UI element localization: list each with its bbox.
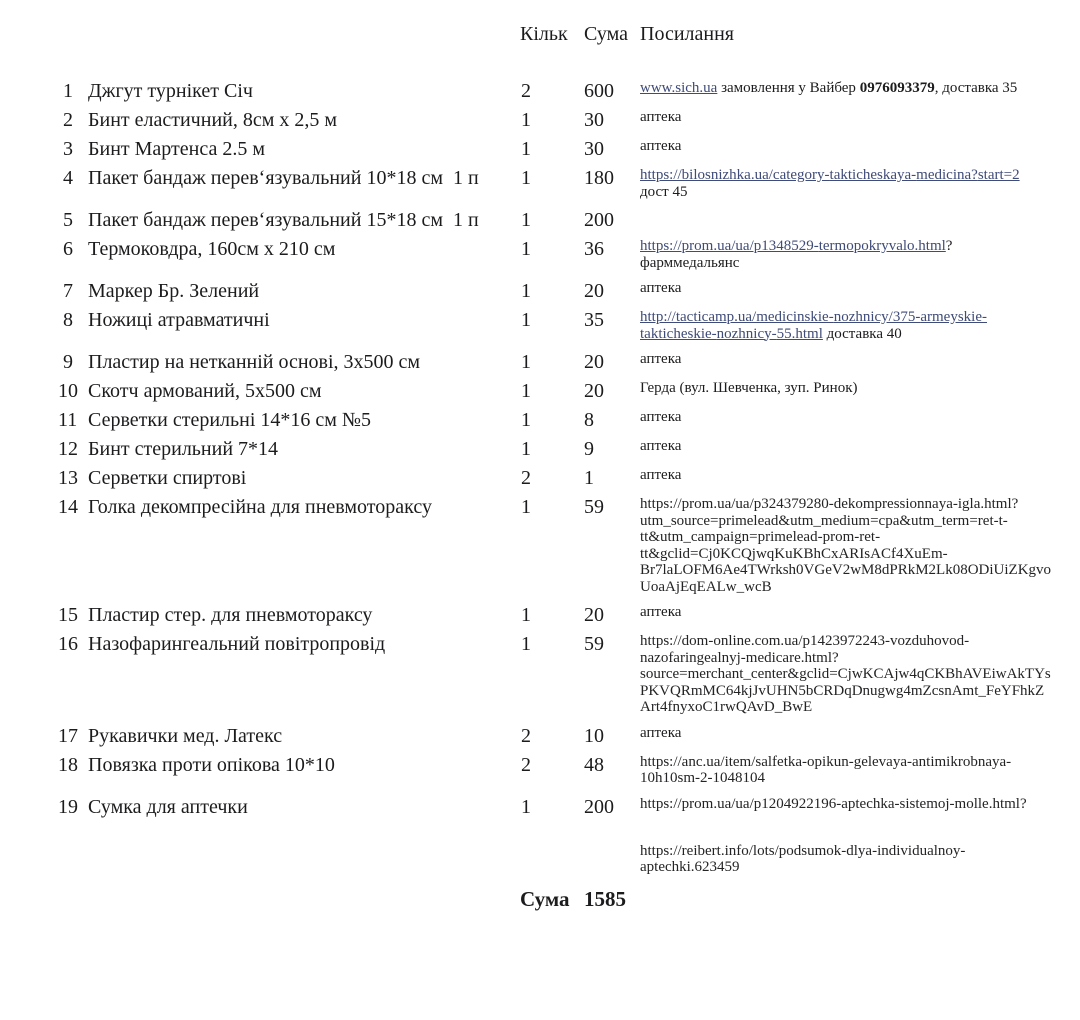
item-reference xyxy=(640,348,1055,374)
item-sum: 200 xyxy=(584,795,614,818)
header-quantity: Кільк xyxy=(520,23,568,45)
item-name: Термоковдра, 160см х 210 см xyxy=(88,238,336,260)
item-name: Сумка для аптечки xyxy=(88,795,248,818)
table-row xyxy=(58,751,1056,793)
table-row xyxy=(58,493,1056,601)
item-name: Бинт Мартенса 2.5 м xyxy=(88,138,266,160)
item-sum: 200 xyxy=(584,209,614,231)
row-number xyxy=(58,840,88,841)
item-quantity: 1 xyxy=(521,351,531,373)
row-number: 1 xyxy=(63,80,73,102)
reference-link[interactable]: www.sich.ua xyxy=(640,80,718,96)
item-sum: 59 xyxy=(584,633,604,655)
item-quantity: 1 xyxy=(521,138,531,160)
item-name: Серветки стерильні 14*16 см №5 xyxy=(88,409,371,431)
reference-note: фарммедальянс xyxy=(640,254,740,271)
item-quantity: 2 xyxy=(521,724,531,747)
reference-text: замовлення у Вайбер xyxy=(717,80,860,96)
item-name: Повязка проти опікова 10*10 xyxy=(88,753,335,776)
reference-text: аптека xyxy=(640,109,682,125)
row-number: 6 xyxy=(63,238,73,260)
item-sum: 20 xyxy=(584,604,604,626)
item-reference xyxy=(640,377,1055,403)
row-number: 16 xyxy=(58,633,78,655)
item-quantity: 1 xyxy=(521,167,531,189)
item-sum: 180 xyxy=(584,167,614,189)
table-row xyxy=(58,840,1056,882)
reference-link[interactable]: http://tacticamp.ua/medicinskie-nozhnicy/375-armeyskie-takticheskie-nozhnicy-55.html xyxy=(640,309,987,342)
item-quantity: 2 xyxy=(521,753,531,776)
item-sum: 8 xyxy=(584,409,594,431)
item-name: Пластир стер. для пневмотораксу xyxy=(88,604,373,626)
table-row xyxy=(58,722,1056,751)
reference-url-text: https://reibert.info/lots/podsumok-dlya-individualnoy-aptechki.623459 xyxy=(640,842,966,875)
item-name: Пластир на нетканній основі, 3х500 см xyxy=(88,351,421,373)
item-quantity: 1 xyxy=(521,280,531,302)
table-row xyxy=(58,601,1056,630)
reference-link[interactable]: https://bilosnizhka.ua/category-takticheskaya-medicina?start=2 xyxy=(640,167,1020,183)
row-number: 2 xyxy=(63,109,73,131)
reference-text: аптека xyxy=(640,604,682,620)
table-row xyxy=(58,306,1056,348)
item-name: Ножиці атравматичні xyxy=(88,309,270,331)
table-body xyxy=(58,77,1056,882)
table-row xyxy=(58,106,1056,135)
total-value: 1585 xyxy=(584,886,626,911)
row-number: 15 xyxy=(58,604,78,626)
item-name: Серветки спиртові xyxy=(88,467,247,489)
row-number: 3 xyxy=(63,138,73,160)
reference-text: , доставка 35 xyxy=(934,80,1018,96)
header-sum: Сума xyxy=(584,23,628,45)
item-sum xyxy=(584,840,640,841)
item-name: Скотч армований, 5х500 см xyxy=(88,380,322,402)
item-reference xyxy=(640,206,1055,216)
item-reference xyxy=(640,840,1055,882)
item-sum: 20 xyxy=(584,380,604,402)
item-reference xyxy=(640,601,1055,627)
item-quantity: 1 xyxy=(521,409,531,431)
item-reference xyxy=(640,135,1055,161)
item-reference xyxy=(640,235,1055,277)
reference-text: аптека xyxy=(640,409,682,425)
total-row xyxy=(58,884,1056,914)
item-name: Джгут турнікет Січ xyxy=(88,80,253,102)
item-sum: 30 xyxy=(584,109,604,131)
reference-url-text: https://prom.ua/ua/p324379280-dekompressionnaya-igla.html?utm_source=primelead&utm_medium=cpa&utm_term=ret-t-tt&utm_campaign=primelead-prom-ret-tt&gclid=Cj0KCQjwqKuKBhCxARIsACf4XuEm-Br7laLOFM6Ae4TWrksh0VGeV2wM8dPRkM2Lk08ODiUiZKgvoUoaAjEqEALw_wcB xyxy=(640,496,1052,595)
reference-text: аптека xyxy=(640,438,682,454)
row-number: 13 xyxy=(58,467,78,489)
item-reference xyxy=(640,164,1055,206)
item-reference xyxy=(640,751,1055,793)
item-sum: 30 xyxy=(584,138,604,160)
table-row xyxy=(58,135,1056,164)
reference-note: дост 45 xyxy=(640,183,688,200)
item-reference xyxy=(640,630,1055,722)
item-quantity: 1 xyxy=(521,795,531,818)
item-name: Бинт стерильний 7*14 xyxy=(88,438,279,460)
item-reference xyxy=(640,493,1055,601)
item-sum: 59 xyxy=(584,496,604,518)
item-name: Маркер Бр. Зелений xyxy=(88,280,260,302)
item-name: Пакет бандаж перев‘язувальний 10*18 см 1 п xyxy=(88,167,479,189)
reference-text: доставка 40 xyxy=(822,325,902,342)
item-reference xyxy=(640,106,1055,132)
row-number: 4 xyxy=(63,167,73,189)
item-name xyxy=(88,840,500,841)
item-quantity: 1 xyxy=(521,309,531,331)
row-number: 17 xyxy=(58,724,78,747)
item-reference xyxy=(640,77,1055,103)
table-row xyxy=(58,377,1056,406)
item-quantity: 1 xyxy=(521,380,531,402)
table-row xyxy=(58,435,1056,464)
item-quantity xyxy=(500,840,584,841)
item-name: Пакет бандаж перев‘язувальний 15*18 см 1 п xyxy=(88,209,479,231)
item-quantity: 1 xyxy=(521,604,531,626)
item-name: Голка декомпресійна для пневмотораксу xyxy=(88,496,432,518)
row-number: 18 xyxy=(58,753,78,776)
table-row xyxy=(58,793,1056,822)
item-reference xyxy=(640,406,1055,432)
table-row xyxy=(58,164,1056,206)
item-name: Бинт еластичний, 8см х 2,5 м xyxy=(88,109,338,131)
item-quantity: 1 xyxy=(521,238,531,260)
item-name: Рукавички мед. Латекс xyxy=(88,724,283,747)
table-header xyxy=(58,20,1056,49)
item-sum: 35 xyxy=(584,309,604,331)
item-quantity: 1 xyxy=(521,496,531,518)
item-quantity: 1 xyxy=(521,109,531,131)
item-quantity: 2 xyxy=(521,80,531,102)
reference-phone-number: 0976093379 xyxy=(859,80,935,96)
table-row xyxy=(58,277,1056,306)
reference-text: Герда (вул. Шевченка, зуп. Ринок) xyxy=(640,380,858,396)
item-reference xyxy=(640,277,1055,303)
item-sum: 20 xyxy=(584,280,604,302)
reference-text: аптека xyxy=(640,280,682,296)
row-number: 9 xyxy=(63,351,73,373)
reference-text: аптека xyxy=(640,724,682,741)
reference-link[interactable]: https://prom.ua/ua/p1348529-termopokryvalo.html xyxy=(640,238,946,254)
table-row xyxy=(58,630,1056,722)
table-row xyxy=(58,206,1056,235)
reference-text: аптека xyxy=(640,351,682,367)
row-number: 10 xyxy=(58,380,78,402)
item-sum: 36 xyxy=(584,238,604,260)
row-number: 11 xyxy=(58,409,78,431)
reference-text: аптека xyxy=(640,138,682,154)
row-number: 12 xyxy=(58,438,78,460)
reference-url-text: https://anc.ua/item/salfetka-opikun-gelevaya-antimikrobnaya-10h10sm-2-1048104 xyxy=(640,753,1012,786)
item-reference xyxy=(640,722,1055,748)
row-number: 5 xyxy=(63,209,73,231)
item-sum: 20 xyxy=(584,351,604,373)
item-name: Назофарингеальний повітропровід xyxy=(88,633,386,655)
table-row xyxy=(58,235,1056,277)
total-label: Сума xyxy=(520,886,570,911)
item-quantity: 2 xyxy=(521,467,531,489)
item-sum: 600 xyxy=(584,80,614,102)
item-reference xyxy=(640,435,1055,461)
item-reference xyxy=(640,306,1055,348)
item-sum: 48 xyxy=(584,753,604,776)
row-number: 8 xyxy=(63,309,73,331)
table-row xyxy=(58,348,1056,377)
item-quantity: 1 xyxy=(521,633,531,655)
item-sum: 1 xyxy=(584,467,594,489)
table-row xyxy=(58,77,1056,106)
item-sum: 9 xyxy=(584,438,594,460)
table-row xyxy=(58,406,1056,435)
reference-text: аптека xyxy=(640,467,682,483)
reference-text: ? xyxy=(945,238,953,254)
item-quantity: 1 xyxy=(521,209,531,231)
reference-url-text: https://dom-online.com.ua/p1423972243-vozduhovod-nazofaringealnyj-medicare.html?source=merchant_center&gclid=CjwKCAjw4qCKBhAVEiwAkTYsPKVQRmMC64kjJvUHN5bCRDqDnugwg4mZcsnAmt_FeYFhkZArt4fnyxoC1rwQAvD_BwE xyxy=(640,633,1051,715)
table-row xyxy=(58,464,1056,493)
item-quantity: 1 xyxy=(521,438,531,460)
row-number: 19 xyxy=(58,795,78,818)
row-number: 14 xyxy=(58,496,78,518)
reference-url-text: https://prom.ua/ua/p1204922196-aptechka-sistemoj-molle.html? xyxy=(640,795,1027,812)
header-reference: Посилання xyxy=(640,23,734,45)
item-reference xyxy=(640,464,1055,490)
row-number: 7 xyxy=(63,280,73,302)
item-reference xyxy=(640,793,1055,819)
item-sum: 10 xyxy=(584,724,604,747)
